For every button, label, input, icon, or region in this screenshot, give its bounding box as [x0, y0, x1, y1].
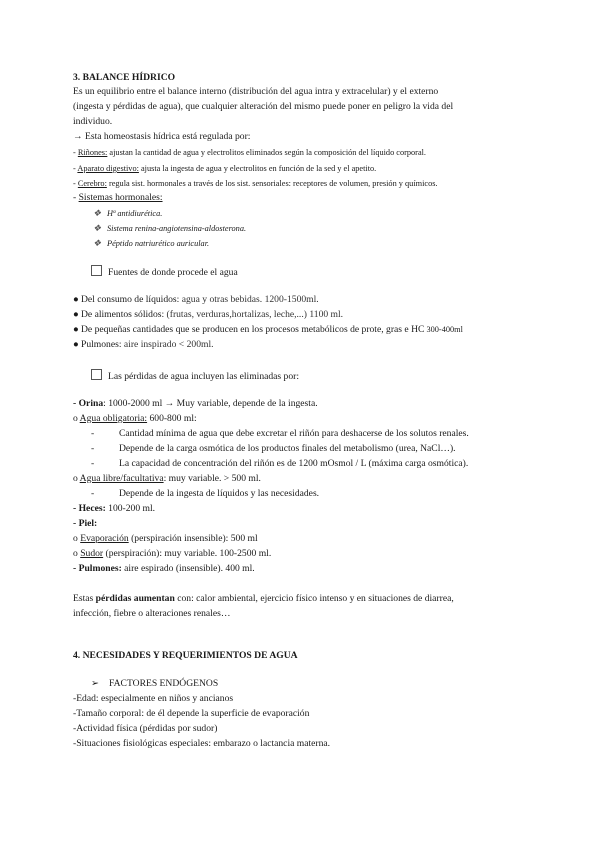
- section-3-title: 3. BALANCE HÍDRICO: [73, 72, 176, 83]
- regulator-rinones: - Riñones: ajustan la cantidad de agua y electrolitos eliminados según la composición del líquido corporal.: [73, 148, 427, 157]
- factor-item: -Edad: especialmente en niños y ancianos: [73, 693, 234, 704]
- hormone-item: ❖ Sistema renina-angiotensina-aldosterona.: [93, 223, 247, 233]
- loss-heces: - Heces: 100-200 ml.: [73, 503, 156, 514]
- diamond-bullet-icon: ❖: [93, 208, 102, 218]
- intro-line-3: individuo.: [73, 116, 113, 127]
- source-item: ● De pequeñas cantidades que se producen en los procesos metabólicos de prote, gras e HC 300-400ml: [73, 324, 463, 335]
- obligatoria-item: - Depende de la carga osmótica de los productos finales del metabolismo (urea, NaCl…).: [91, 443, 456, 454]
- intro-line-1: Es un equilibrio entre el balance interno (distribución del agua intra y extracelular) y el externo: [73, 86, 439, 97]
- hormone-item: ❖ Hª antidiurética.: [93, 208, 163, 218]
- losses-heading: Las pérdidas de agua incluyen las eliminadas por:: [91, 369, 299, 383]
- diamond-bullet-icon: ❖: [93, 238, 102, 248]
- aumentan-line-1: Estas pérdidas aumentan con: calor ambiental, ejercicio físico intenso y en situaciones de diarrea,: [73, 593, 454, 604]
- factors-heading: ➢ FACTORES ENDÓGENOS: [91, 678, 219, 689]
- loss-sudor: o Sudor (perspiración): muy variable. 100-2500 ml.: [73, 548, 272, 559]
- loss-orina: - Orina: 1000-2000 ml → Muy variable, depende de la ingesta.: [73, 398, 318, 409]
- source-item: ● De alimentos sólidos: (frutas, verduras,hortalizas, leche,...) 1100 ml.: [73, 309, 344, 320]
- regulator-sistemas-hormonales: - Sistemas hormonales:: [73, 192, 163, 203]
- regulator-cerebro: - Cerebro: regula sist. hormonales a través de los sist. sensoriales: receptores de volumen, presión y químicos.: [73, 179, 438, 188]
- diamond-bullet-icon: ❖: [93, 223, 102, 233]
- regulated-by: → Esta homeostasis hídrica está regulada por:: [73, 131, 251, 142]
- obligatoria-item: - La capacidad de concentración del riñón es de 1200 mOsmol / L (máxima carga osmótica).: [91, 458, 469, 469]
- section-4-title: 4. NECESIDADES Y REQUERIMIENTOS DE AGUA: [73, 650, 298, 661]
- intro-line-2: (ingesta y pérdidas de agua), que cualquier alteración del mismo puede poner en peligro la vida del: [73, 101, 454, 112]
- loss-agua-obligatoria: o Agua obligatoria: 600-800 ml:: [73, 413, 197, 424]
- loss-evaporacion: o Evaporación (perspiración insensible): 500 ml: [73, 533, 258, 544]
- factor-item: -Situaciones fisiológicas especiales: embarazo o lactancia materna.: [73, 738, 331, 749]
- libre-item: - Depende de la ingesta de líquidos y las necesidades.: [91, 488, 320, 499]
- loss-agua-libre: o Agua libre/facultativa: muy variable. > 500 ml.: [73, 473, 261, 484]
- factor-item: -Actividad física (pérdidas por sudor): [73, 723, 218, 734]
- loss-pulmones: - Pulmones: aire espirado (insensible). 400 ml.: [73, 563, 255, 574]
- obligatoria-item: - Cantidad mínima de agua que debe excretar el riñón para deshacerse de los solutos renales.: [91, 428, 469, 439]
- aumentan-line-2: infección, fiebre o alteraciones renales…: [73, 608, 231, 619]
- sources-heading: Fuentes de donde procede el agua: [91, 265, 238, 279]
- regulator-aparato-digestivo: - Aparato digestivo: ajusta la ingesta de agua y electrolitos en función de la sed y el apetito.: [73, 164, 377, 173]
- loss-piel: - Piel:: [73, 518, 98, 529]
- source-item: ● Pulmones: aire inspirado < 200ml.: [73, 339, 214, 350]
- source-item: ● Del consumo de líquidos: agua y otras bebidas. 1200-1500ml.: [73, 294, 319, 305]
- checkbox-icon: [91, 265, 102, 276]
- factor-item: -Tamaño corporal: de él depende la superficie de evaporación: [73, 708, 310, 719]
- checkbox-icon: [91, 369, 102, 380]
- arrowhead-bullet-icon: ➢: [91, 678, 100, 689]
- hormone-item: ❖ Péptido natriurético auricular.: [93, 238, 210, 248]
